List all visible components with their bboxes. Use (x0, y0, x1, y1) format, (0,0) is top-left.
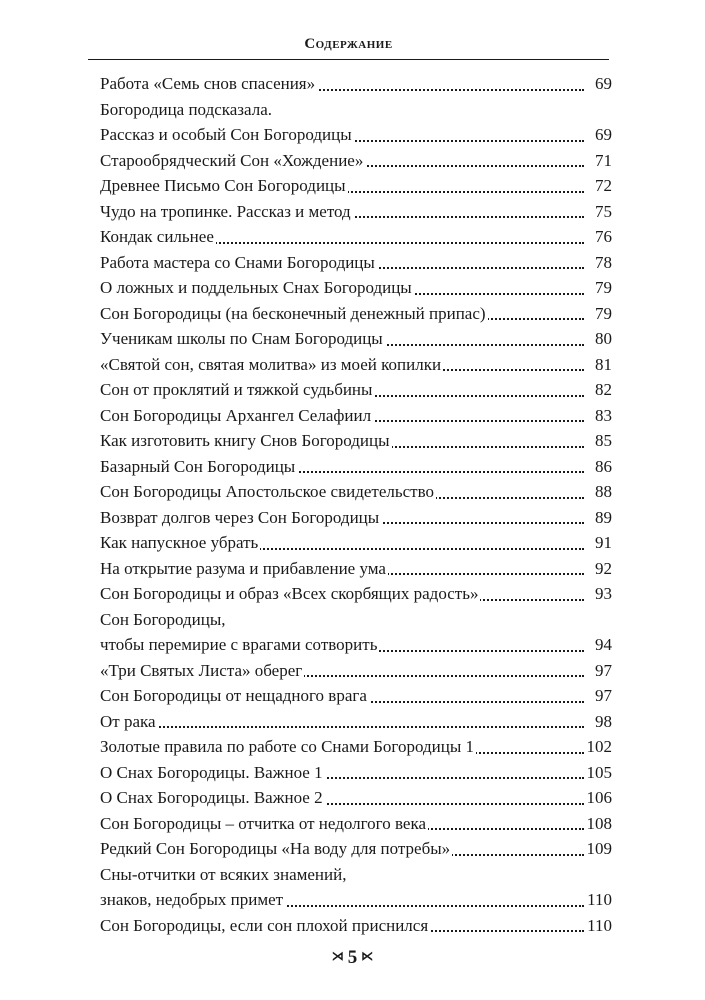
toc-title: Как напускное убрать (100, 533, 259, 552)
toc-line (100, 734, 612, 760)
toc-line (100, 224, 612, 250)
ornament-left-icon: ⋊ (331, 949, 344, 963)
toc-line (100, 326, 612, 352)
toc-line (100, 505, 612, 531)
toc-page-number: 75 (592, 199, 612, 225)
toc-page-number: 93 (592, 581, 612, 607)
toc-line (100, 454, 612, 480)
toc-line (100, 811, 612, 837)
toc-page-number: 110 (584, 913, 612, 939)
toc-title: Сон Богородицы от нещадного врага (100, 686, 367, 705)
toc-page-number: 88 (592, 479, 612, 505)
toc-line (100, 683, 612, 709)
toc-title: Сны-отчитки от всяких знамений, (100, 864, 347, 884)
toc-title: Возврат долгов через Сон Богородицы (100, 507, 380, 527)
toc-title: Сон Богородицы – отчитка от недолгого века (100, 813, 427, 833)
toc-page-number: 97 (592, 683, 612, 709)
toc-title: Древнее Письмо Сон Богородицы (100, 176, 346, 195)
toc-line (100, 913, 612, 939)
toc-page-number: 108 (584, 811, 613, 837)
table-of-contents (100, 71, 612, 938)
toc-line (100, 607, 612, 633)
toc-title: Сон Богородицы и образ «Всех скорбящих радость» (100, 584, 479, 603)
toc-title: На открытие разума и прибавление ума (100, 558, 386, 578)
toc-title: Как изготовить книгу Снов Богородицы (100, 431, 390, 450)
toc-page-number: 78 (592, 250, 612, 276)
toc-page-number: 91 (592, 530, 612, 556)
toc-page-number: 85 (592, 428, 612, 454)
toc-title: Золотые правила по работе со Снами Богородицы 1 (100, 737, 475, 756)
toc-page-number: 110 (584, 887, 612, 913)
toc-page-number: 69 (592, 71, 612, 97)
toc-title: Редкий Сон Богородицы «На воду для потребы» (100, 839, 451, 858)
toc-page-number: 79 (592, 275, 612, 301)
toc-title: Базарный Сон Богородицы (100, 456, 296, 476)
ornament-right-icon: ⋉ (361, 949, 374, 963)
toc-title: «Три Святых Листа» оберег (100, 660, 303, 680)
toc-line (100, 760, 612, 786)
toc-line (100, 530, 612, 556)
page-footer (0, 947, 705, 969)
toc-title: Рассказ и особый Сон Богородицы (100, 125, 352, 144)
toc-page-number: 89 (592, 505, 612, 531)
toc-line (100, 785, 612, 811)
toc-line (100, 173, 612, 199)
toc-page-number: 109 (584, 836, 613, 862)
toc-line (100, 556, 612, 582)
page-number: 5 (347, 947, 358, 968)
toc-title: Сон Богородицы, если сон плохой приснился (100, 915, 429, 935)
toc-title: знаков, недобрых примет (100, 890, 284, 909)
toc-title: Чудо на тропинке. Рассказ и метод (100, 201, 351, 221)
toc-line (100, 122, 612, 148)
toc-line (100, 581, 612, 607)
toc-line (100, 250, 612, 276)
toc-page-number: 81 (592, 352, 612, 378)
toc-page-number: 71 (592, 148, 612, 174)
toc-line (100, 301, 612, 327)
toc-line (100, 403, 612, 429)
toc-page-number: 79 (592, 301, 612, 327)
toc-line (100, 862, 612, 888)
running-header: Содержание (304, 36, 393, 52)
toc-title: Сон Богородицы Архангел Селафиил (100, 405, 372, 425)
toc-page-number: 72 (592, 173, 612, 199)
toc-page-number: 102 (584, 734, 613, 760)
toc-title: О Снах Богородицы. Важное 2 (100, 788, 323, 807)
toc-line (100, 71, 612, 97)
toc-title: Ученикам школы по Снам Богородицы (100, 329, 383, 348)
toc-title: О ложных и поддельных Снах Богородицы (100, 278, 412, 297)
toc-page-number: 92 (592, 556, 612, 582)
toc-title: Старообрядческий Сон «Хождение» (100, 150, 364, 170)
toc-line (100, 632, 612, 658)
toc-title: Сон Богородицы (на бесконечный денежный припас) (100, 303, 486, 323)
toc-line (100, 377, 612, 403)
toc-page-number: 83 (592, 403, 612, 429)
toc-page-number: 98 (592, 709, 612, 735)
header-rule (88, 59, 609, 60)
toc-page-number: 86 (592, 454, 612, 480)
toc-title: Сон Богородицы Апостольское свидетельство (100, 482, 434, 501)
toc-title: Работа «Семь снов спасения» (100, 74, 316, 93)
toc-page-number: 76 (592, 224, 612, 250)
toc-title: чтобы перемирие с врагами сотворить (100, 635, 378, 654)
toc-line (100, 352, 612, 378)
toc-title: «Святой сон, святая молитва» из моей копилки (100, 354, 442, 374)
toc-line (100, 709, 612, 735)
toc-line (100, 275, 612, 301)
toc-line (100, 479, 612, 505)
toc-leader-dots (100, 726, 584, 728)
toc-page-number: 97 (592, 658, 612, 684)
toc-line (100, 887, 612, 913)
toc-page-number: 69 (592, 122, 612, 148)
toc-line (100, 428, 612, 454)
toc-page-number: 106 (584, 785, 613, 811)
toc-title: Сон от проклятий и тяжкой судьбины (100, 380, 373, 399)
toc-page-number: 80 (592, 326, 612, 352)
toc-title: Сон Богородицы, (100, 609, 226, 629)
toc-page-number: 94 (592, 632, 612, 658)
toc-title: От рака (100, 711, 156, 731)
toc-line (100, 97, 612, 123)
toc-line (100, 199, 612, 225)
toc-line (100, 658, 612, 684)
toc-title: Работа мастера со Снами Богородицы (100, 252, 375, 272)
toc-page-number: 82 (592, 377, 612, 403)
toc-title: Кондак сильнее (100, 227, 214, 246)
toc-title: О Снах Богородицы. Важное 1 (100, 762, 323, 782)
toc-line (100, 836, 612, 862)
toc-page-number: 105 (584, 760, 613, 786)
toc-title: Богородица подсказала. (100, 99, 273, 119)
toc-line (100, 148, 612, 174)
